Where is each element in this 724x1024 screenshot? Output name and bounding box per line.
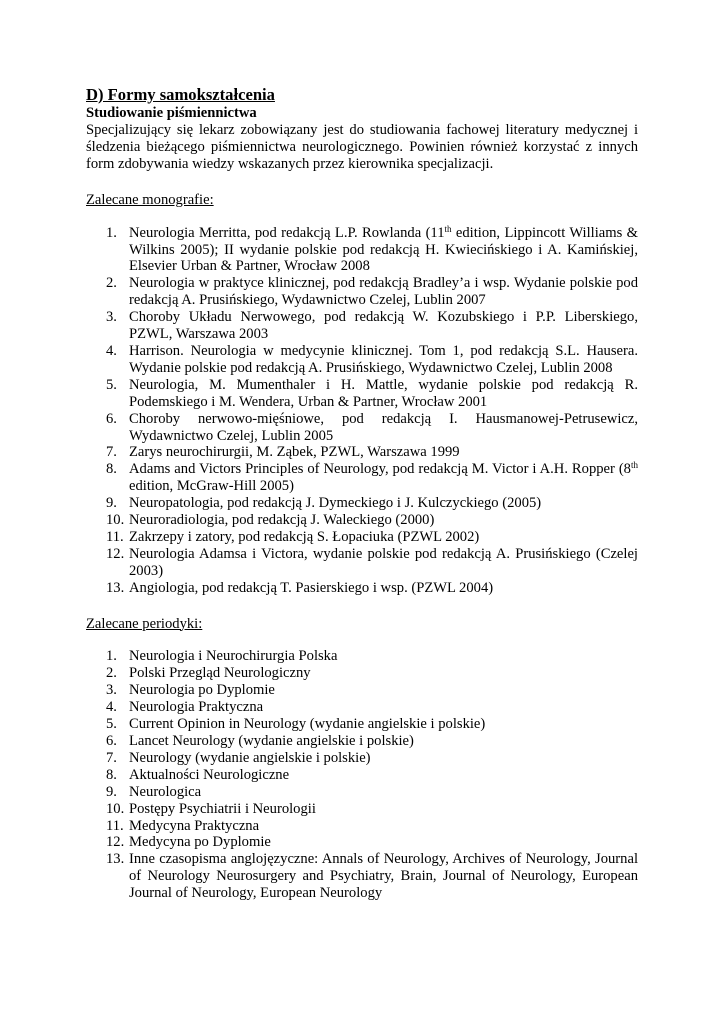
periodicals-list <box>86 648 638 902</box>
section-heading: D) Formy samokształcenia <box>86 85 275 104</box>
document-page <box>86 86 638 902</box>
list-item: 3. Choroby Układu Nerwowego, pod redakcją W. Kozubskiego i P.P. Liberskiego, PZWL, Warszawa 2003 <box>106 309 638 343</box>
list-item: 13. Angiologia, pod redakcją T. Pasierskiego i wsp. (PZWL 2004) <box>106 579 494 596</box>
list-item: 10. Postępy Psychiatrii i Neurologii <box>106 800 316 817</box>
monographs-list <box>86 225 638 597</box>
list-item: 4. Harrison. Neurologia w medycynie klinicznej. Tom 1, pod redakcją S.L. Hausera. Wydanie polskie pod redakcją A. Prusińskiego, Wydawnictwo Czelej, Lublin 2008 <box>106 342 638 376</box>
list-item: 11. Zakrzepy i zatory, pod redakcją S. Łopaciuka (PZWL 2002) <box>106 528 480 545</box>
list-item: 5. Current Opinion in Neurology (wydanie angielskie i polskie) <box>106 716 486 733</box>
list-item: 8. Aktualności Neurologiczne <box>106 766 290 783</box>
intro-paragraph: Specjalizujący się lekarz zobowiązany jest do studiowania fachowej literatury medycznej i śledzenia bieżącego piśmiennictwa neurologicznego. Powinien również korzystać z innych form zdobywania wiedzy wskazanych przez kierownika specjalizacji. <box>86 122 638 172</box>
list-item: 12. Neurologia Adamsa i Victora, wydanie polskie pod redakcją A. Prusińskiego (Czelej 2003) <box>106 545 638 579</box>
list-item: 2. Polski Przegląd Neurologiczny <box>106 665 311 682</box>
list-item: 7. Neurology (wydanie angielskie i polskie) <box>106 749 371 766</box>
list-item: 13. Inne czasopisma anglojęzyczne: Annals of Neurology, Archives of Neurology, Journal of Neurology Neurosurgery and Psychiatry, Brain, Journal of Neurology, European Journal of Neurology, European Neurology <box>106 851 638 902</box>
list-item: 10. Neuroradiologia, pod redakcją J. Waleckiego (2000) <box>106 512 435 529</box>
list-item: 6. Lancet Neurology (wydanie angielskie i polskie) <box>106 733 414 749</box>
list-item: 3. Neurologia po Dyplomie <box>106 682 275 699</box>
list-item: 11. Medycyna Praktyczna <box>106 817 260 834</box>
list-item: 9. Neurologica <box>106 783 202 800</box>
list-item: 9. Neuropatologia, pod redakcją J. Dymeckiego i J. Kulczyckiego (2005) <box>106 495 542 512</box>
list-item: 2. Neurologia w praktyce klinicznej, pod redakcją Bradley’a i wsp. Wydanie polskie pod redakcją A. Prusińskiego, Wydawnictwo Czelej, Lublin 2007 <box>106 275 638 309</box>
list-item: 6. Choroby nerwowo-mięśniowe, pod redakcją I. Hausmanowej-Petrusewicz, Wydawnictwo Czelej, Lublin 2005 <box>106 410 638 444</box>
list-item: 8. Adams and Victors Principles of Neurology, pod redakcją M. Victor i A.H. Ropper (8th edition, McGraw-Hill 2005) <box>106 460 638 495</box>
periodicals-label: Zalecane periodyki: <box>86 615 203 632</box>
section-subheading: Studiowanie piśmiennictwa <box>86 105 257 121</box>
list-item: 7. Zarys neurochirurgii, M. Ząbek, PZWL, Warszawa 1999 <box>106 444 460 461</box>
list-item: 12. Medycyna po Dyplomie <box>106 834 271 851</box>
list-item: 4. Neurologia Praktyczna <box>106 699 264 716</box>
monographs-label: Zalecane monografie: <box>86 191 214 208</box>
list-item: 5. Neurologia, M. Mumenthaler i H. Mattle, wydanie polskie pod redakcją R. Podemskiego i M. Wendera, Urban & Partner, Wrocław 2001 <box>106 376 638 410</box>
list-item: 1. Neurologia Merritta, pod redakcją L.P. Rowlanda (11th edition, Lippincott Williams & Wilkins 2005); II wydanie polskie pod redakcją H. Kwiecińskiego i A. Kamińskiej, Elsevier Urban & Partner, Wrocław 2008 <box>106 223 639 275</box>
list-item: 1. Neurologia i Neurochirurgia Polska <box>106 648 338 665</box>
